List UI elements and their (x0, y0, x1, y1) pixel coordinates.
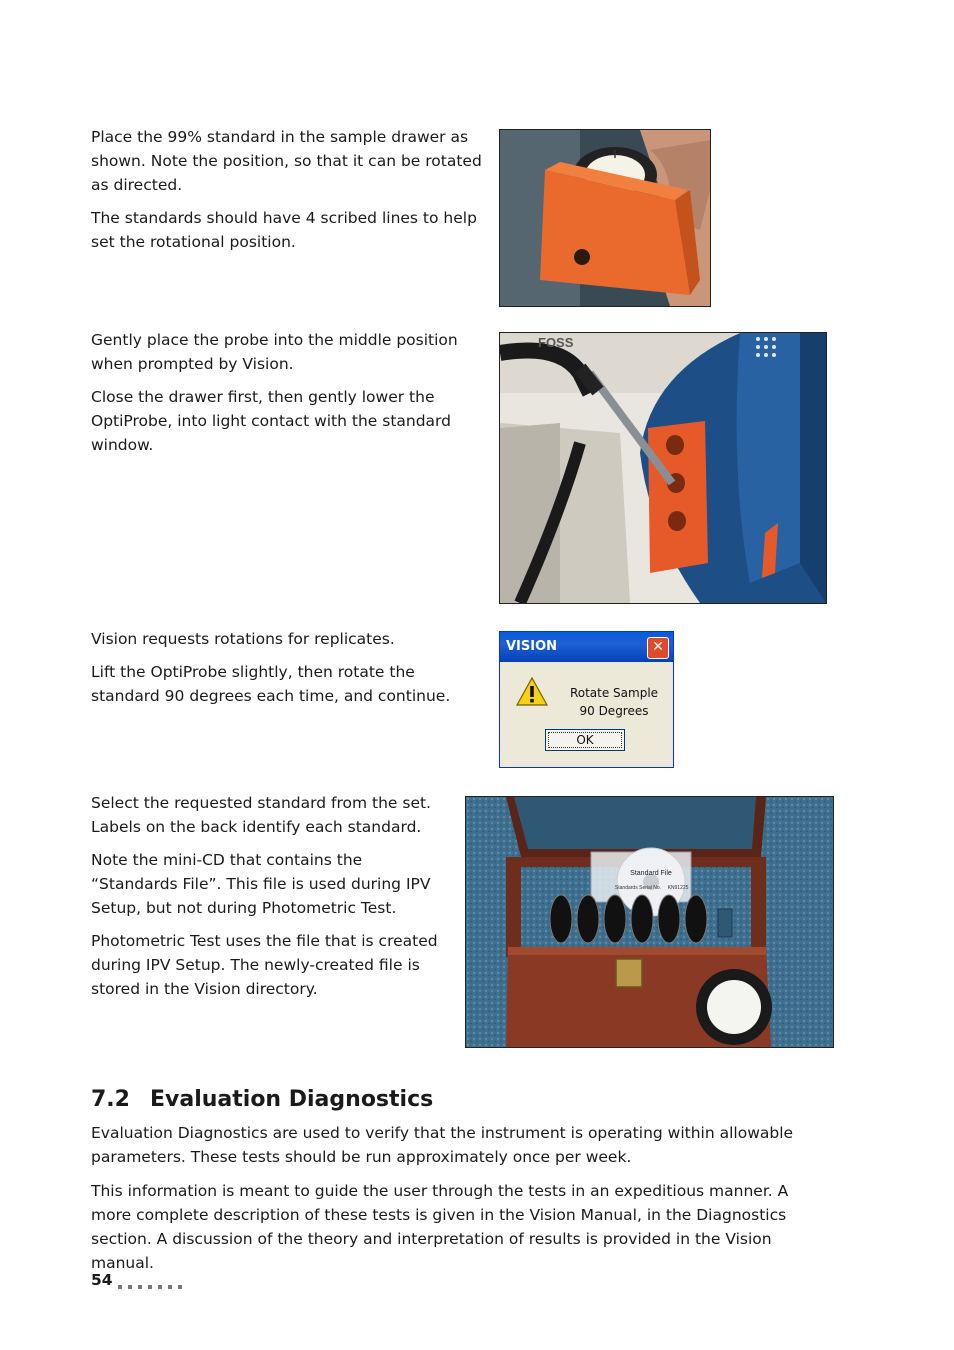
paragraph: This information is meant to guide the user through the tests in an expeditious manner. A more complete description of these tests is given in the Vision Manual, in the Diagnostics section. A discussion of the theory and interpretation of results is provided in the Vision manual. (91, 1182, 789, 1272)
paragraph: Vision requests rotations for replicates. (91, 630, 395, 648)
warning-icon (516, 676, 548, 708)
dialog-title: VISION (506, 639, 558, 654)
ok-button[interactable]: OK (545, 729, 625, 751)
cd-title: Standard File (630, 870, 672, 877)
instrument-brand-label: FOSS (538, 335, 574, 350)
paragraph: Lift the OptiProbe slightly, then rotate the standard 90 degrees each time, and continue. (91, 663, 451, 705)
standards-set-photo (465, 796, 834, 1048)
instruction-block-4 (91, 791, 446, 1010)
standard-in-drawer-photo (499, 129, 711, 307)
paragraph: Place the 99% standard in the sample drawer as shown. Note the position, so that it can be rotated as directed. (91, 128, 482, 194)
instruction-block-1 (91, 125, 486, 263)
instruction-block-2 (91, 328, 471, 466)
section-body (91, 1121, 811, 1285)
dialog-message: Rotate Sample 90 Degrees (569, 686, 659, 718)
paragraph: Evaluation Diagnostics are used to verify that the instrument is operating within allowable parameters. These tests should be run approximately once per week. (91, 1124, 794, 1166)
section-heading (91, 1083, 433, 1117)
paragraph: Select the requested standard from the set. Labels on the back identify each standard. (91, 794, 431, 836)
paragraph: The standards should have 4 scribed lines to help set the rotational position. (91, 209, 477, 251)
cd-serial: KN91225 (667, 885, 689, 891)
optiprobe-placement-photo (499, 332, 827, 604)
page-footer-dots (118, 1277, 188, 1301)
paragraph: Note the mini-CD that contains the “Standards File”. This file is used during IPV Setup, but not during Photometric Test. (91, 851, 431, 917)
cd-serial-label: Standards Serial No. (614, 885, 662, 891)
vision-dialog (499, 631, 674, 768)
page-number: 54 (91, 1271, 113, 1289)
section-number: 7.2 (91, 1087, 130, 1112)
paragraph: Close the drawer first, then gently lower the OptiProbe, into light contact with the standard window. (91, 388, 451, 454)
paragraph: Gently place the probe into the middle position when prompted by Vision. (91, 331, 458, 373)
dialog-title-bar (500, 632, 673, 662)
section-title: Evaluation Diagnostics (150, 1087, 434, 1112)
close-icon[interactable]: ✕ (647, 637, 669, 659)
instruction-block-3 (91, 627, 476, 717)
paragraph: Photometric Test uses the file that is created during IPV Setup. The newly-created file is stored in the Vision directory. (91, 932, 438, 998)
